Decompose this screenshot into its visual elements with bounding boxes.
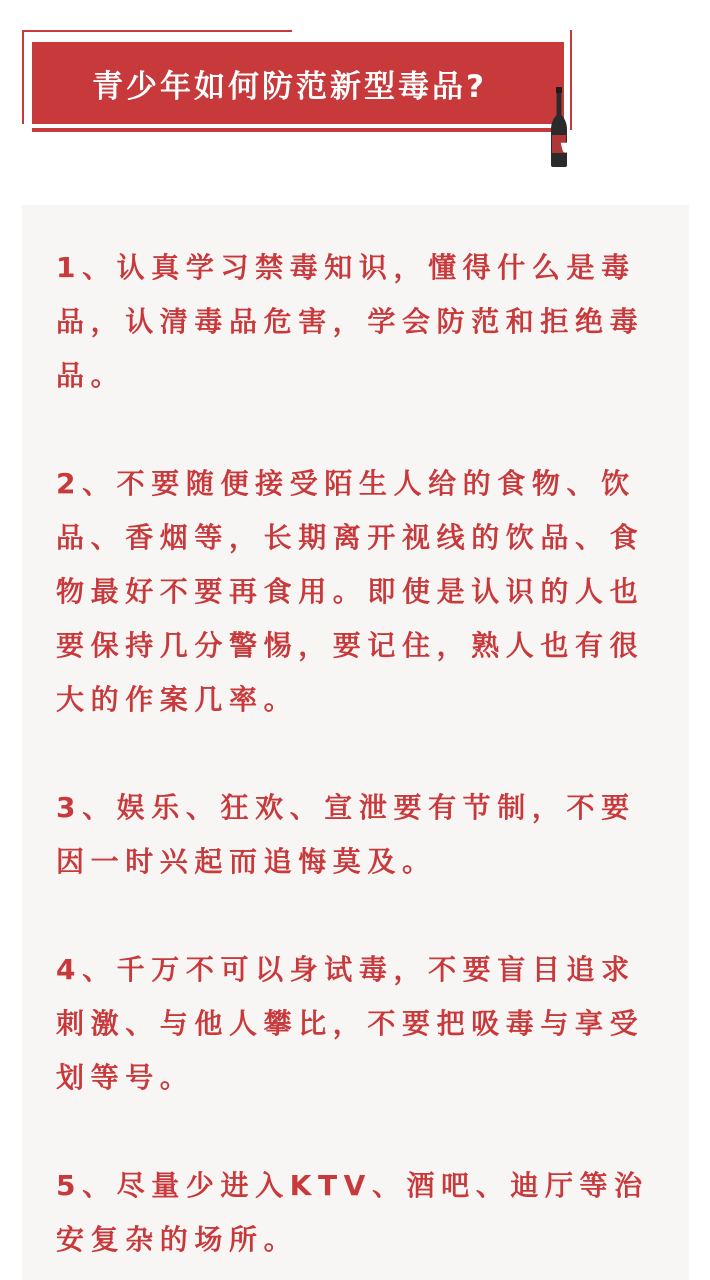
- list-item: 4、千万不可以身试毒，不要盲目追求刺激、与他人攀比，不要把吸毒与享受划等号。: [56, 953, 645, 1094]
- wine-bottle-icon: [547, 87, 571, 167]
- list-item: 1、认真学习禁毒知识，懂得什么是毒品，认清毒品危害，学会防范和拒绝毒品。: [56, 251, 645, 392]
- title-header: [22, 30, 582, 140]
- title-banner: [32, 42, 564, 124]
- content-card: [22, 205, 689, 1280]
- list-item: 5、尽量少进入KTV、酒吧、迪厅等治安复杂的场所。: [56, 1169, 649, 1256]
- title-banner-underline: [32, 128, 564, 132]
- page-title: 青少年如何防范新型毒品?: [92, 68, 487, 105]
- list-item: 3、娱乐、狂欢、宣泄要有节制，不要因一时兴起而追悔莫及。: [56, 791, 636, 878]
- list-item: 2、不要随便接受陌生人给的食物、饮品、香烟等，长期离开视线的饮品、食物最好不要再食用。即使是认识的人也要保持几分警惕，要记住，熟人也有很大的作案几率。: [56, 467, 645, 716]
